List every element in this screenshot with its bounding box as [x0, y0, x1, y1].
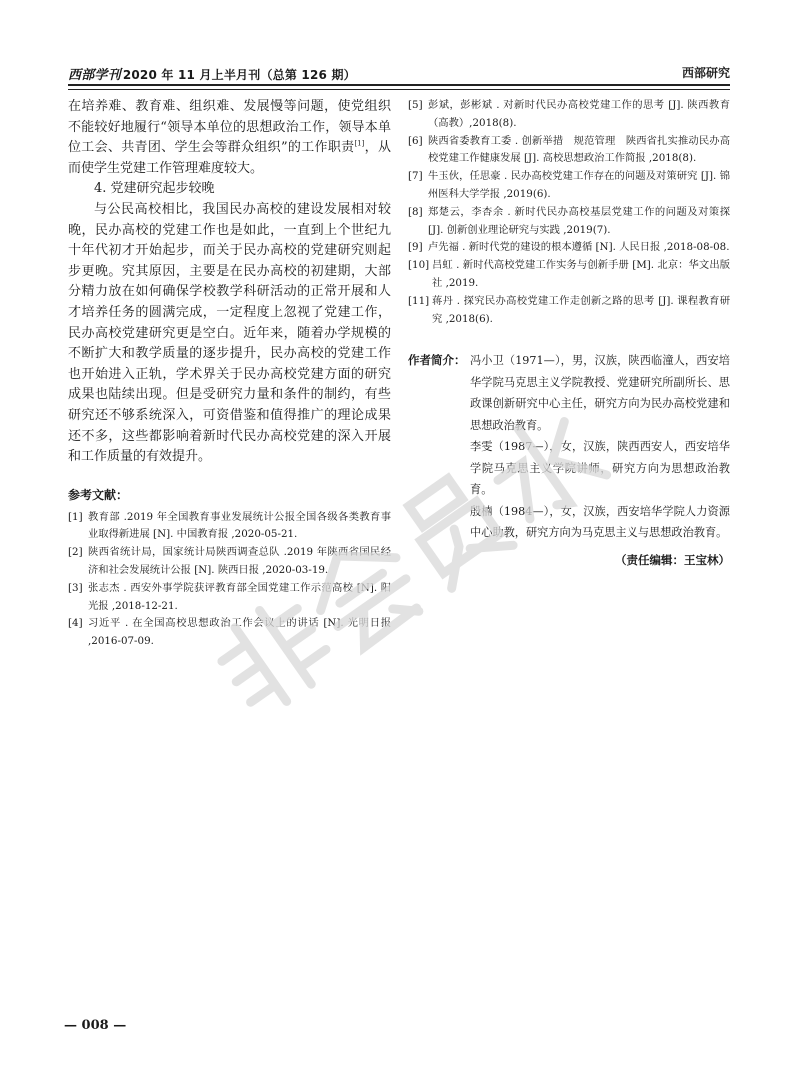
citation-superscript: [1] [354, 139, 365, 148]
reference-text: 习近平 . 在全国高校思想政治工作会议上的讲话 [N]. 光明日报 ,2016-07-09. [88, 617, 391, 648]
article-body [68, 97, 391, 468]
reference-text: 吕虹 . 新时代高校党建工作实务与创新手册 [M]. 北京：华文出版社 ,2019. [432, 259, 730, 289]
reference-item [68, 580, 391, 616]
author-bio-label: 作者简介： [408, 353, 466, 368]
reference-number: [8] [408, 205, 423, 218]
section-name: 西部研究 [681, 66, 730, 80]
reference-number: [1] [68, 510, 83, 523]
reference-list-left [68, 509, 391, 651]
header-rule-thin [68, 89, 730, 90]
reference-number: [7] [408, 170, 423, 183]
left-column [68, 97, 391, 651]
reference-number: [3] [68, 581, 83, 594]
reference-item [408, 293, 730, 329]
reference-item [408, 257, 730, 293]
issue-info: 2020 年 11 月上半月刊（总第 126 期） [122, 68, 356, 82]
page-header [68, 62, 730, 86]
right-column [408, 97, 730, 568]
reference-text: 陕西省委教育工委 . 创新举措 规范管理 陕西省扎实推动民办高校党建工作健康发展 [J]. 高校思想政治工作简报 ,2018(8). [428, 134, 730, 165]
paragraph-1-tail: ，从而使学生党建工作管理难度较大。 [68, 140, 391, 176]
author-entry: 李雯（1987—），女，汉族，陕西西安人，西安培华学院马克思主义学院讲师，研究方向为思想政治教育。 [470, 440, 730, 497]
header-rule-thick [68, 84, 730, 86]
header-issue [68, 64, 356, 83]
reference-text: 卢先福 . 新时代党的建设的根本遵循 [N]. 人民日报 ,2018-08-08. [428, 241, 730, 254]
reference-item [408, 168, 730, 204]
responsible-editor: （责任编辑：王宝林） [615, 552, 730, 567]
reference-item [408, 133, 730, 169]
reference-text: 郑楚云，李杏余 . 新时代民办高校基层党建工作的问题及对策探 [J]. 创新创业理论研究与实践 ,2019(7). [428, 205, 730, 236]
reference-number: [6] [408, 134, 423, 147]
reference-text: 彭斌，彭彬斌 . 对新时代民办高校党建工作的思考 [J]. 陕西教育（高教）,2018(8). [428, 99, 730, 129]
paragraph-1 [68, 97, 391, 179]
reference-number: [2] [68, 546, 83, 559]
author-entry: 冯小卫（1971—），男，汉族，陕西临潼人，西安培华学院马克思主义学院教授、党建研究所副所长、思政课创新研究中心主任，研究方向为民办高校党建和思想政治教育。 [470, 354, 730, 432]
reference-list-right [408, 97, 730, 328]
reference-text: 陕西省统计局，国家统计局陕西调查总队 .2019 年陕西省国民经济和社会发展统计公报 [N]. 陕西日报 ,2020-03-19. [88, 546, 391, 577]
paragraph-2: 与公民高校相比，我国民办高校的建设发展相对较晚，民办高校的党建工作也是如此，一直到上个世纪九十年代初才开始起步，而关于民办高校的党建研究则起步更晚。究其原因，主要是在民办高校的初建期，大部分精力放在如何确保学校教学科研活动的正常开展和人才培养任务的圆满完成，一定程度上忽视了党建工作，民办高校党建研究更是空白。近年来，随着办学规模的不断扩大和教学质量的逐步提升，民办高校的党建工作也开始进入正轨，学术界关于民办高校党建方面的研究成果也陆续出现。但是受研究力量和条件的制约，有些研究还不够系统深入，可资借鉴和值得推广的理论成果还不多，这些都影响着新时代民办高校党建的深入开展和工作质量的有效提升。 [68, 201, 391, 465]
journal-logo: 西部学刊 [68, 68, 121, 83]
reference-number: [5] [408, 99, 423, 111]
reference-text: 张志杰 . 西安外事学院获评教育部全国党建工作示范高校 [N]. 阳光报 ,2018-12-21. [88, 581, 391, 612]
reference-text: 教育部 .2019 年全国教育事业发展统计公报全国各级各类教育事业取得新进展 [N]. 中国教育报 ,2020-05-21. [88, 510, 391, 541]
references-heading: 参考文献： [68, 487, 129, 502]
reference-text: 牛玉伙，任思豪 . 民办高校党建工作存在的问题及对策研究 [J]. 锦州医科大学学报 ,2019(6). [428, 170, 730, 200]
reference-number: [9] [408, 241, 423, 254]
reference-number: [11] [408, 294, 430, 307]
section-subheading: 4. 党建研究起步较晚 [94, 181, 215, 197]
reference-item [68, 509, 391, 545]
reference-item [68, 544, 391, 580]
page-number: — 008 — [64, 1018, 127, 1033]
reference-number: [4] [68, 617, 83, 630]
reference-item [408, 97, 730, 133]
reference-item [408, 204, 730, 240]
reference-text: 蒋丹 . 探究民办高校党建工作走创新之路的思考 [J]. 课程教育研究 ,2018(6). [432, 294, 730, 325]
reference-item [68, 615, 391, 651]
reference-item [408, 239, 730, 257]
reference-number: [10] [408, 259, 430, 272]
author-entry: 殷楠（1984—），女，汉族，西安培华学院人力资源中心助教，研究方向为马克思主义与思想政治教育。 [470, 504, 730, 540]
paragraph-1-text: 在培养难、教育难、组织难、发展慢等问题，使党组织不能较好地履行“领导本单位的思想政治工作，领导本单位工会、共青团、学生会等群众组织”的工作职责 [68, 99, 391, 156]
author-bio [408, 350, 730, 544]
